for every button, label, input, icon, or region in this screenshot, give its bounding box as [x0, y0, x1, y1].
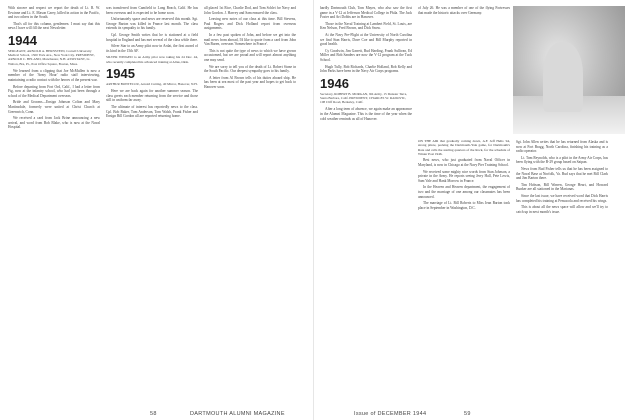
- paragraph: Cy Goodwin, Jim Garrett, Bud Harding, Frank Sullivan, Ed Miller and Bob Sanders are now the V-12 program at the Tuck School.: [320, 48, 412, 62]
- class-secretary-info: Secretary, ROBERT B. MORGAN, 9th Army, 15 Dunster Tarra, Santa Barbara, Calif. PRESIDENT, CHARLES W. RADOVIC, 108 Cliff Road, Berkeley, Calif.: [320, 91, 408, 105]
- paragraph: of July 26. He was a member of one of the flying Fortresses that made the historic attacks over Germany.: [418, 6, 510, 15]
- paragraph: We received some mighty nice words from Stan Johnson, a private in the Army. He reports seeing Jerry Hall, Pete Lewis, Sam Vale and Hank Morrow in France.: [418, 169, 510, 183]
- right-column-1: [320, 6, 412, 404]
- right-column-2: [418, 6, 510, 404]
- photo-spacer: [418, 17, 510, 139]
- class-secretary-info: ARTHUR BONTECOU, Arnold Cutting, 40 Mirror, Hanover, N.H.: [106, 81, 198, 86]
- paragraph: all placed 1st Rice, Charlie Dod, and Tom Schlei for Navy and John Gordon. J. Harvey and Sam ensured the class.: [204, 6, 296, 15]
- left-column-1: [8, 6, 100, 404]
- class-secretary-info: SERGEANT, ARNOLD A. BERNSTEIN, Cornell University Medical School, 1300 York Ave., New York City. PRESIDENT, ARNOLD C. BELAND, Manchester, N.H. ASSISTANT, Lt. Walton, Bra, Pr., Post Office Square, Boston, Mass.: [8, 48, 95, 66]
- magazine-title: DARTMOUTH ALUMNI MAGAZINE: [190, 411, 285, 417]
- paragraph: Silver Star to an Army pilot now in Ardat, the first award of its kind in the 15th AF.: [106, 44, 198, 53]
- paragraph: We are sorry to tell you of the death of Lt. Robert Stone in the South Pacific. Our deepest sympathy goes to his family.: [204, 64, 296, 74]
- paragraph: In a few past spoken of John, and before we get into the mail news from abroad, I'd like to quote from a card from John Van Buren, overseas 'Somewhere in France'.: [204, 32, 296, 47]
- left-column-3: [204, 6, 296, 404]
- paragraph: Before departing from Fort Ord, Calif., I had a letter from Fig, now at the infantry school, who had just been through a school of the Medical Department overseas.: [8, 84, 100, 98]
- paragraph: hardly Dartmouth Club, Tom Mayes, who also saw the first game in a V-12 at Jefferson Medical College in Phila. The Jack Foster and Art Dobbs are in Hanover.: [320, 6, 412, 20]
- paragraph: We received a card from Jack Brine announcing a new arrival, and word from Bob Blake, who is now at the Naval Hospital.: [8, 116, 100, 130]
- paragraph: Sgt. John Allen writes that he has returned from Alaska and is now at Fort Bragg, North Carolina, finishing his training as a radio operator.: [516, 140, 608, 154]
- paragraph: Leaving new notes of our class at this time. Bill Stevens, Paul Rogers and Dick Holland report from overseas assignments.: [204, 17, 296, 31]
- paragraph: We learned from a clipping that Joe McMullen is now a member of the 'Army Hour' radio staff interviewing, maintaining a radio contact with the heroes of the present war.: [8, 68, 100, 82]
- page-number: 59: [464, 411, 471, 417]
- paragraph: Hugh Tully, Bob Richards, Charlie Holland, Bob Kelly and John Parks have been in the Navy Air Corps programs.: [320, 64, 412, 74]
- paragraph: After a long term of absence, we again make an appearance in the Alumni Magazine. This is the time of the year when the cold weather reminds us all of Hanover.: [320, 107, 412, 121]
- paragraph: Bride and Grooms—Ensign Johnson Colton and Mary Martinsdale, formerly were united at Christ Church at Greenwich, Conn.: [8, 100, 100, 114]
- paragraph: Since the last issue, we have received word that Dick Harris has completed his training at Pensacola and received his wings.: [516, 193, 608, 203]
- paragraph: Those in the Naval Training at Lambert Field, St. Louis, are Ken Nelson, Fred Brown, and Dick Snow.: [320, 21, 412, 31]
- paragraph: Cpl. George Smith writes that he is stationed at a field hospital in England and has met several of the class while there.: [106, 32, 198, 42]
- paragraph: This is not quite the type of news to which we have grown accustomed, but we are proud and will report almost anything one may send.: [204, 48, 296, 62]
- paragraph: At the Navy Pre-Flight at the University of North Carolina we find Stan Harris, Dave Coe and Bill Murphy reported in good health.: [320, 32, 412, 47]
- paragraph: Here we are back again for another summer season. The class greets each member returning from the service and those still in uniform far away.: [106, 89, 198, 103]
- paragraph: A letter from Al Brown tells of his duties aboard ship. He has been at sea most of the past year and hopes to get back to Hanover soon.: [204, 75, 296, 89]
- photo-caption: SILVER WINGED to an Army pilot now taking his 24 Dec. 44, who recently completed his advanced training at Altus, Okla.: [106, 55, 198, 64]
- right-page: [314, 0, 628, 420]
- paragraph: was transferred from Camfield to Long Beach, Calif. He has been overseas and is expected to be home soon.: [106, 6, 198, 15]
- photo-figure: [543, 42, 583, 112]
- class-year-heading: 1946: [320, 75, 349, 91]
- right-column-3: [516, 140, 608, 404]
- paragraph: The ultimate of interest has reportedly news to the class. Cpl. Bob Baker, Tom Anderson, Tom Walsh, Frank Fisher and Ensign Bill Gordon all are reported returning home.: [106, 104, 198, 119]
- page-number: 58: [150, 411, 157, 417]
- paragraph: In the Heaven and Heaven department, the engagement of two and the marriage of one among our classmates has been announced.: [418, 185, 510, 199]
- photo-caption: ON THE AIR that gradually coming down, A.F. Jeff Helis '44, strong pilote, packing the Dartmouth-Yale game, for Dartmouth's Rate and calls the starting quarters of the Rock, for the schedule of Winter Post 1946.: [418, 139, 510, 157]
- left-column-2: [106, 6, 198, 404]
- paragraph: Tim Hobson, Bill Warren, George Heart, and Howard Bunker are all stationed in the Marianas.: [516, 182, 608, 192]
- paragraph: Unfortunately space and news are reserved this month. Sgt. George Barton was killed in France last month. The class extends its sympathy to his family.: [106, 17, 198, 31]
- paragraph: Best news, who just graduated from Naval Officer in Maryland, is now in Chicago at the Navy Pier Training School.: [418, 158, 510, 167]
- radio-announcer-photo: [513, 6, 625, 134]
- class-year-heading: 1944: [8, 32, 37, 48]
- class-year-heading: 1945: [106, 65, 135, 81]
- issue-date: Issue of DECEMBER 1944: [354, 411, 427, 417]
- paragraph: The marriage of Lt. Bill Roberts to Miss Jean Barton took place in September in Washington, D.C.: [418, 201, 510, 210]
- paragraph: News from Bud Fisher tells us that he has been assigned to the Naval Base at Norfolk, Va. Bud says that he met Bill Clark and Jim Barton there.: [516, 166, 608, 181]
- paragraph: This is about all the news space will allow and we'll try to catch up in next month's issue.: [516, 205, 608, 214]
- paragraph: That's all for this column, gentlemen. I must say that this news I have will fill the next Newsletter.: [8, 21, 100, 31]
- paragraph: With sincere and respect we report the death of Lt. R. W. Erwinne and Lt. E. Mason Carey, killed in action in the Pacific, and two others in the South.: [8, 6, 100, 20]
- paragraph: Lt. Tom Reynolds, who is a pilot in the Army Air Corps, has been flying with the B-29 group based on Saipan.: [516, 155, 608, 165]
